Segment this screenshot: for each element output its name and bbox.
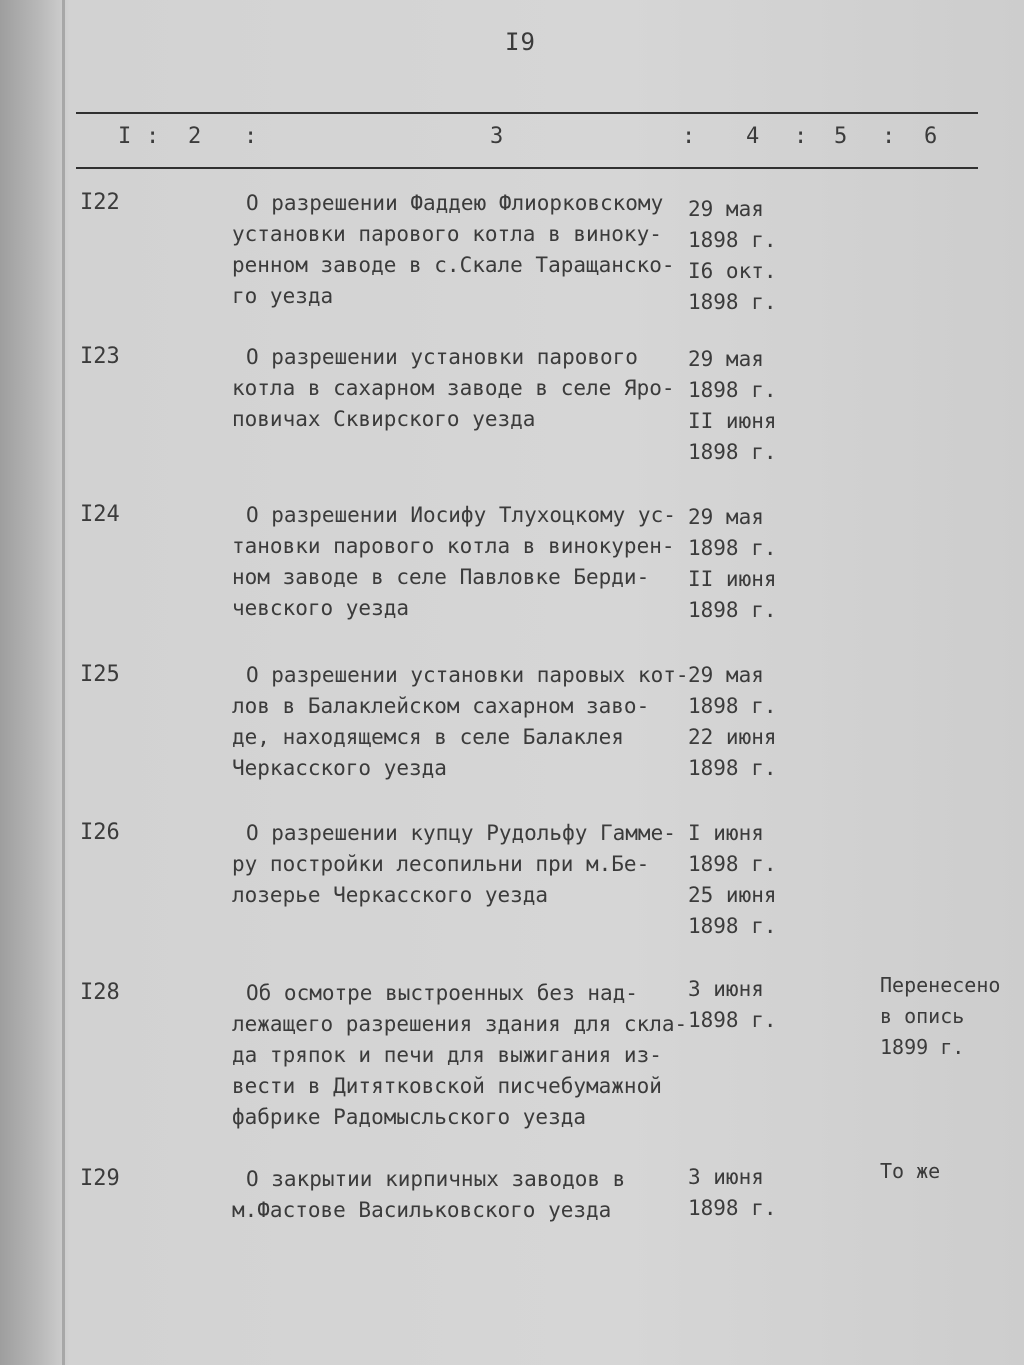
entry-dates [688, 660, 808, 784]
entry-date-line: 1898 г. [688, 852, 777, 876]
entry-title [232, 978, 692, 1133]
entry-title [232, 342, 692, 435]
entry-title-line: Черкасского уезда [232, 756, 447, 780]
entry-title-line: м.Фастове Васильковского уезда [232, 1198, 612, 1222]
entry-title-line: О разрешении установки парового [246, 345, 638, 369]
entry-date-line: I июня [688, 821, 764, 845]
entry-title-line: го уезда [232, 284, 334, 308]
entry-number: I22 [80, 190, 120, 215]
entry-number: I24 [80, 502, 120, 527]
column-header-4: 4 [746, 124, 760, 149]
entry-title-line: О закрытии кирпичных заводов в [246, 1167, 626, 1191]
entry-dates [688, 818, 808, 942]
entry-date-line: 29 мая [688, 505, 764, 529]
column-separator: : [794, 124, 808, 149]
column-separator: : [146, 124, 160, 149]
entry-note-line: Перенесено [880, 973, 1001, 997]
entry-title-line: ном заводе в селе Павловке Берди- [232, 565, 650, 589]
column-separator: : [882, 124, 896, 149]
entry-date-line: 29 мая [688, 663, 764, 687]
entry-title-line: ренном заводе в с.Скале Таращанско- [232, 253, 675, 277]
entry-title-line: фабрике Радомысльского уезда [232, 1105, 587, 1129]
entry-date-line: II июня [688, 409, 777, 433]
header-rule-bottom [76, 167, 978, 169]
entry-date-line: 1898 г. [688, 914, 777, 938]
entry-title-line: О разрешении Фаддею Флиорковскому [246, 191, 664, 215]
entry-date-line: 1898 г. [688, 228, 777, 252]
entry-date-line: 1898 г. [688, 756, 777, 780]
entry-dates [688, 974, 808, 1036]
entry-dates [688, 1162, 808, 1224]
entry-title [232, 1164, 692, 1226]
entry-date-line: 3 июня [688, 1165, 764, 1189]
entry-date-line: 29 мая [688, 197, 764, 221]
entry-date-line: 1898 г. [688, 1196, 777, 1220]
entry-title [232, 818, 692, 911]
entry-title-line: де, находящемся в селе Балаклея [232, 725, 624, 749]
entry-dates [688, 502, 808, 626]
entry-date-line: 1898 г. [688, 440, 777, 464]
entry-date-line: 29 мая [688, 347, 764, 371]
entry-date-line: 1898 г. [688, 290, 777, 314]
entry-title-line: котла в сахарном заводе в селе Яро- [232, 376, 675, 400]
column-separator: : [682, 124, 696, 149]
page-number: I9 [505, 28, 536, 56]
entry-title-line: да тряпок и печи для выжигания из- [232, 1043, 662, 1067]
entry-date-line: 1898 г. [688, 378, 777, 402]
entry-number: I29 [80, 1166, 120, 1191]
entry-date-line: 1898 г. [688, 598, 777, 622]
entry-date-line: 22 июня [688, 725, 777, 749]
entry-date-line: 3 июня [688, 977, 764, 1001]
entry-number: I23 [80, 344, 120, 369]
entry-note [880, 1156, 1020, 1187]
entry-note-line: в опись [880, 1004, 965, 1028]
entry-title-line: О разрешении установки паровых кот- [246, 663, 689, 687]
entry-title-line: О разрешении Иосифу Тлухоцкому ус- [246, 503, 676, 527]
entry-number: I26 [80, 820, 120, 845]
header-rule-top [76, 112, 978, 114]
entry-title-line: чевского уезда [232, 596, 410, 620]
entry-title-line: установки парового котла в виноку- [232, 222, 662, 246]
entry-date-line: I6 окт. [688, 259, 777, 283]
entry-dates [688, 194, 808, 318]
entry-note-line: 1899 г. [880, 1035, 965, 1059]
entry-title [232, 500, 692, 624]
entry-title [232, 660, 692, 784]
entry-date-line: 1898 г. [688, 694, 777, 718]
entry-note [880, 970, 1020, 1063]
column-header-5: 5 [834, 124, 848, 149]
column-header-3: 3 [490, 124, 504, 149]
entry-title-line: повичах Сквирского уезда [232, 407, 536, 431]
entry-title [232, 188, 692, 312]
column-header-1: I [118, 124, 132, 149]
entry-title-line: Об осмотре выстроенных без над- [246, 981, 638, 1005]
entry-number: I28 [80, 980, 120, 1005]
entry-date-line: 1898 г. [688, 1008, 777, 1032]
entry-date-line: 25 июня [688, 883, 777, 907]
entry-dates [688, 344, 808, 468]
column-separator: : [244, 124, 258, 149]
entry-number: I25 [80, 662, 120, 687]
page-binding-edge [62, 0, 65, 1365]
entry-title-line: ру постройки лесопильни при м.Бе- [232, 852, 650, 876]
entry-title-line: лов в Балаклейском сахарном заво- [232, 694, 650, 718]
column-header-2: 2 [188, 124, 202, 149]
entry-note-line: То же [880, 1159, 941, 1183]
entry-title-line: вести в Дитятковской писчебумажной [232, 1074, 662, 1098]
entry-title-line: лежащего разрешения здания для скла- [232, 1012, 688, 1036]
entry-title-line: тановки парового котла в винокурен- [232, 534, 675, 558]
entry-title-line: О разрешении купцу Рудольфу Гамме- [246, 821, 676, 845]
entry-date-line: II июня [688, 567, 777, 591]
column-header-6: 6 [924, 124, 938, 149]
entry-date-line: 1898 г. [688, 536, 777, 560]
entry-title-line: лозерье Черкасского уезда [232, 883, 549, 907]
